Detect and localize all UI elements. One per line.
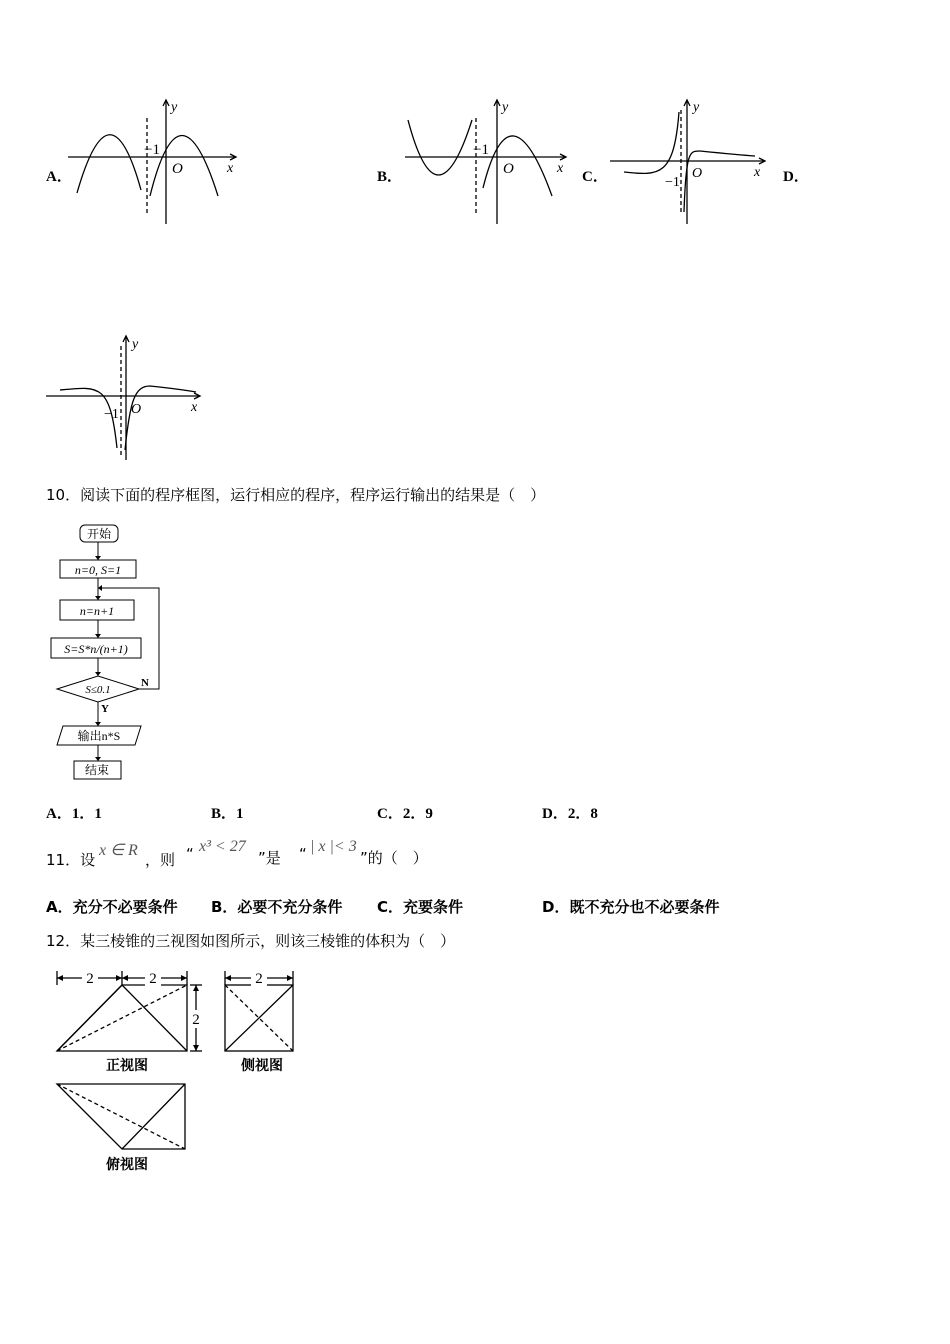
- q11-choice-a: A．充分不必要条件: [46, 898, 178, 916]
- q11-quote-open-1: “: [186, 845, 194, 863]
- graph-c-y-label: y: [693, 100, 700, 115]
- q11-quote-close-2: ”的（ ）: [360, 849, 428, 867]
- q11-quote-open-2: “: [299, 845, 307, 863]
- graph-b-origin: O: [503, 161, 514, 177]
- graph-b-x-label: x: [557, 161, 564, 176]
- flow-output-text: 输出n*S: [77, 729, 121, 743]
- graph-b-y-label: y: [502, 100, 509, 115]
- graph-d-origin: O: [131, 402, 142, 417]
- option-d-label: D．: [783, 169, 809, 185]
- front-width-2: 2: [149, 971, 157, 987]
- side-width: 2: [255, 971, 263, 987]
- graph-d-minus-one: −1: [104, 407, 119, 422]
- front-width-1: 2: [86, 971, 94, 987]
- graph-c-origin: O: [692, 166, 703, 181]
- option-c-label: C．: [582, 169, 608, 185]
- q10-choice-a: A．1．1: [46, 806, 102, 822]
- flow-end-text: 结束: [84, 763, 110, 777]
- top-view-label: 俯视图: [106, 1158, 148, 1173]
- graph-a-origin: O: [172, 161, 183, 177]
- graph-d-x-label: x: [191, 400, 198, 415]
- option-b-label: B．: [377, 169, 403, 185]
- q11-prefix: 11．设: [46, 851, 96, 869]
- flow-start-text: 开始: [86, 527, 112, 541]
- option-a-label: A．: [46, 169, 72, 185]
- graph-a-minus-one: −1: [144, 142, 160, 158]
- q11-quote-close-1: ”是: [258, 849, 281, 867]
- graph-c-minus-one: −1: [665, 175, 680, 190]
- side-view-label: 侧视图: [241, 1059, 283, 1074]
- q11-mid: ，则: [145, 851, 176, 869]
- graph-c-x-label: x: [754, 165, 761, 180]
- flow-cond-text: S≤0.1: [85, 684, 111, 696]
- q11-math-absx: | x |< 3: [310, 838, 357, 855]
- q11-math-x-in-r: x ∈ R: [99, 842, 138, 859]
- graph-b-minus-one: −1: [473, 142, 489, 158]
- q11-math-x3: x³ < 27: [199, 838, 246, 855]
- q11-choice-c: C．充要条件: [377, 898, 464, 916]
- q11-choice-b: B．必要不充分条件: [211, 898, 343, 916]
- flow-step1-text: n=n+1: [79, 604, 115, 618]
- flow-init-text: n=0, S=1: [74, 563, 122, 577]
- top-view-hidden-edge: [57, 1084, 185, 1149]
- q12-stem: 12．某三棱锥的三视图如图所示，则该三棱锥的体积为（ ）: [46, 932, 456, 950]
- front-height: 2: [192, 1012, 200, 1028]
- graph-a-x-label: x: [227, 161, 234, 176]
- graph-a-y-label: y: [171, 100, 178, 115]
- flow-step2-text: S=S*n/(n+1): [64, 642, 128, 656]
- front-view-label: 正视图: [106, 1059, 148, 1074]
- flow-yes-label: Y: [101, 703, 109, 715]
- q11-choice-d: D．既不充分也不必要条件: [542, 898, 720, 916]
- q10-choice-d: D．2．8: [542, 806, 598, 822]
- q10-stem: 10．阅读下面的程序框图，运行相应的程序，程序运行输出的结果是（ ）: [46, 486, 546, 504]
- q10-choice-b: B．1: [211, 806, 244, 822]
- graph-d-y-label: y: [132, 337, 139, 352]
- front-view-hidden-edge: [57, 985, 187, 1051]
- q10-choice-c: C．2．9: [377, 806, 433, 822]
- flow-no-label: N: [141, 677, 149, 689]
